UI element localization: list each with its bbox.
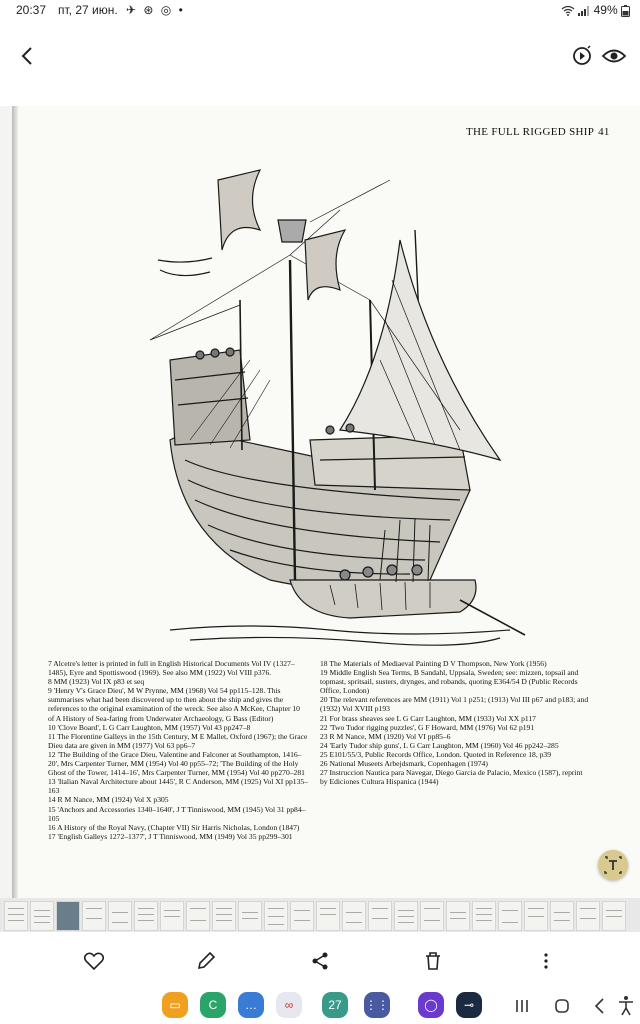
battery-icon bbox=[621, 5, 630, 17]
thumbnail[interactable] bbox=[368, 901, 392, 931]
running-head bbox=[466, 126, 610, 138]
home-icon[interactable] bbox=[550, 994, 574, 1018]
back-arrow-icon[interactable] bbox=[16, 44, 40, 68]
endnote: 7 Alcetre's letter is printed in full in English Historical Documents Vol IV (1327–1485), Eyre and Spottiswood (1969). See also MM (1922) Vol VIII p376. bbox=[48, 659, 295, 678]
thumbnail[interactable] bbox=[524, 901, 548, 931]
endnote: 24 'Early Tudor ship guns', L G Carr Laughton, MM (1960) Vol 46 pp242–285 bbox=[320, 740, 559, 750]
thumbnail[interactable] bbox=[134, 901, 158, 931]
share-icon[interactable] bbox=[308, 949, 332, 973]
thumbnail[interactable] bbox=[4, 901, 28, 931]
thumbnail[interactable] bbox=[186, 901, 210, 931]
thumbnail[interactable] bbox=[212, 901, 236, 931]
thumbnail[interactable] bbox=[108, 901, 132, 931]
status-bar bbox=[0, 0, 640, 20]
heart-icon[interactable] bbox=[82, 949, 106, 973]
messages-app-icon[interactable]: … bbox=[238, 992, 264, 1018]
pencil-icon[interactable] bbox=[194, 949, 218, 973]
endnote: 27 Instruccion Nautica para Navegar, Diego Garcia de Palacio, Mexico (1587), reprint by Ediciones Cultura Hispanica (1944) bbox=[320, 768, 583, 787]
endnote: 26 National Museets Arbejdsmark, Copenhagen (1974) bbox=[320, 759, 488, 769]
endnote: 18 The Materials of Mediaeval Painting D V Thompson, New York (1956) bbox=[320, 659, 547, 668]
thumbnail-strip[interactable] bbox=[0, 898, 640, 932]
endnote: 19 Middle English Sea Terms, B Sandahl, Uppsala, Sweden; see: mizzen, topsail and topmast, spritsail, susters, drynges, and robands, quoting E364/54 D (Public Records Office, London) bbox=[320, 668, 579, 696]
endnote: 14 R M Nance, MM (1924) Vol X p305 bbox=[48, 795, 169, 805]
thumbnail[interactable] bbox=[420, 901, 444, 931]
thumbnail[interactable] bbox=[56, 901, 80, 931]
thumbnail[interactable] bbox=[472, 901, 496, 931]
endnote: 13 'Italian Naval Architecture about 1445', R C Anderson, MM (1925) Vol XI pp135–163 bbox=[48, 777, 308, 796]
thumbnail[interactable] bbox=[316, 901, 340, 931]
trash-icon[interactable] bbox=[421, 949, 445, 973]
bixby-app-icon[interactable]: ∞ bbox=[276, 992, 302, 1018]
thumbnail[interactable] bbox=[550, 901, 574, 931]
text-extract-icon[interactable] bbox=[598, 850, 628, 880]
recents-icon[interactable] bbox=[510, 994, 534, 1018]
page-number: 41 bbox=[598, 126, 610, 138]
thumbnail[interactable] bbox=[394, 901, 418, 931]
scanned-page bbox=[12, 106, 640, 898]
endnote: 9 'Henry V's Grace Dieu', M W Prynne, MM (1968) Vol 54 pp115–128. This summarises what had been discovered up to then about the ship and gives the references to the original examination of the wreck. See also A McKee, Chapter 10 of A History of Sea-faring from Underwater Archaeology, G Bass (Editor) bbox=[48, 686, 300, 723]
nav-back-icon[interactable] bbox=[588, 994, 612, 1018]
thumbnail[interactable] bbox=[342, 901, 366, 931]
endnote: 25 E101/55/3, Public Records Office, London. Quoted in Reference 18, p39 bbox=[320, 749, 552, 759]
phone-app-icon[interactable]: C bbox=[200, 992, 226, 1018]
more-vertical-icon[interactable] bbox=[534, 949, 558, 973]
ship-illustration bbox=[130, 160, 530, 660]
page-gutter bbox=[12, 106, 18, 898]
endnote: 16 A History of the Royal Navy, (Chapter VII) Sir Harris Nicholas, London (1847) bbox=[48, 822, 300, 832]
eye-icon[interactable] bbox=[600, 42, 628, 70]
signal-icon bbox=[578, 6, 590, 16]
thumbnail[interactable] bbox=[576, 901, 600, 931]
endnote: 21 For brass sheaves see L G Carr Laughton, MM (1933) Vol XX p117 bbox=[320, 713, 536, 723]
keys-app-icon[interactable]: ⊸ bbox=[456, 992, 482, 1018]
thumbnail[interactable] bbox=[82, 901, 106, 931]
thumbnail[interactable] bbox=[602, 901, 626, 931]
notification-icons: ✈ ⊛ ◎ • bbox=[126, 3, 185, 17]
endnote: 15 'Anchors and Accessories 1340–1640', J T Tinniswood, MM (1945) Vol 31 pp84–105 bbox=[48, 804, 306, 823]
thumbnail[interactable] bbox=[238, 901, 262, 931]
gallery-app-icon[interactable]: ▭ bbox=[162, 992, 188, 1018]
thumbnail[interactable] bbox=[498, 901, 522, 931]
thumbnail[interactable] bbox=[160, 901, 184, 931]
navigation-bar bbox=[0, 988, 640, 1024]
thumbnail[interactable] bbox=[30, 901, 54, 931]
thumbnail[interactable] bbox=[446, 901, 470, 931]
thumbnail[interactable] bbox=[290, 901, 314, 931]
action-bar bbox=[0, 944, 640, 978]
viewer-top-bar bbox=[0, 26, 640, 82]
endnote: 17 'English Galleys 1272–1377', J T Tinniswood, MM (1949) Vol 35 pp299–301 bbox=[48, 831, 293, 841]
endnote: 22 'Two Tudor rigging puzzles', G F Howard, MM (1976) Vol 62 p191 bbox=[320, 722, 535, 732]
accessibility-icon[interactable] bbox=[614, 994, 638, 1018]
remaster-icon[interactable] bbox=[568, 42, 596, 70]
calendar-app-icon[interactable]: 27 bbox=[322, 992, 348, 1018]
status-date: пт, 27 июн. bbox=[58, 3, 118, 17]
apps-grid-icon[interactable]: ⋮⋮ bbox=[364, 992, 390, 1018]
status-right bbox=[561, 3, 630, 17]
image-viewer[interactable] bbox=[0, 106, 640, 898]
endnote: 23 R M Nance, MM (1920) Vol VI pp85–6 bbox=[320, 731, 451, 741]
endnote: 11 The Florentine Galleys in the 15th Century, M E Mallet, Oxford (1967); the Grace Dieu data are given in MM (1977) Vol 63 pp6–7 bbox=[48, 731, 308, 750]
endnote: 12 'The Building of the Grace Dieu, Valentine and Falconer at Southampton, 1416–20', Mrs Carpenter Turner, MM (1954) Vol 40 pp55–72; 'The Building of the Holy Ghost of the Tower, 1414–16', Mrs Carpenter Turner, MM (1954) Vol 40 pp270–281 bbox=[48, 749, 305, 778]
endnote: 20 The relevant references are MM (1911) Vol 1 p251; (1913) Vol III p67 and p183; and (1932) Vol XVIII p193 bbox=[320, 695, 589, 714]
battery-percent: 49% bbox=[593, 3, 618, 17]
endnote: 8 MM (1923) Vol IX p83 et seq bbox=[48, 677, 145, 687]
thumbnail[interactable] bbox=[264, 901, 288, 931]
running-head-title: THE FULL RIGGED SHIP bbox=[466, 126, 595, 138]
endnotes-right bbox=[320, 659, 590, 786]
status-time: 20:37 bbox=[16, 3, 47, 17]
endnote: 10 'Clove Board', L G Carr Laughton, MM (1957) Vol 43 pp247–8 bbox=[48, 722, 251, 732]
wifi-icon bbox=[561, 6, 575, 16]
browser-app-icon[interactable]: ◯ bbox=[418, 992, 444, 1018]
endnotes-left bbox=[48, 659, 308, 841]
